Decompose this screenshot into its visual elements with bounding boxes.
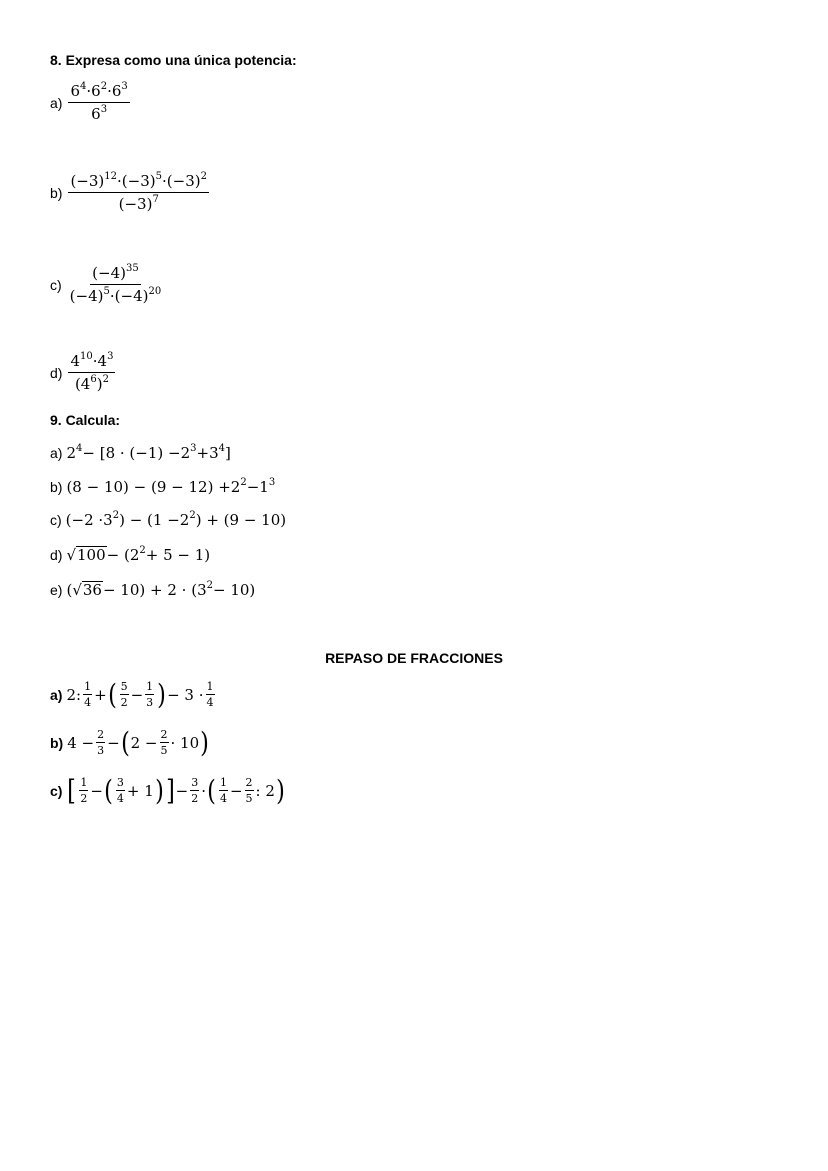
section-title [0, 650, 828, 666]
radical-sign: √ [66, 546, 77, 564]
math-expression [66, 511, 286, 529]
fraction [96, 728, 105, 757]
power [181, 444, 197, 462]
math-text: 4 [219, 792, 227, 805]
numerator [206, 680, 215, 695]
math-text: − [229, 781, 243, 800]
numerator [96, 728, 105, 743]
power-base: 3 [197, 581, 207, 599]
math-text: ) − (1 − [119, 511, 180, 529]
square-root [66, 546, 106, 564]
power-exponent: 20 [148, 286, 162, 297]
fraction [120, 680, 129, 709]
denominator [96, 743, 105, 757]
power [66, 444, 82, 462]
power-base: 4 [80, 375, 91, 393]
power [115, 287, 162, 305]
math-expression [66, 581, 255, 599]
math-text: − 10) [212, 581, 256, 599]
power-base: 2 [230, 478, 241, 496]
power [130, 546, 146, 564]
numerator [160, 728, 169, 743]
denominator [245, 791, 254, 805]
denominator [68, 285, 164, 305]
fraction [219, 776, 228, 805]
fraction [83, 680, 92, 709]
power-exponent: 2 [240, 477, 247, 488]
power-base: (−3) [121, 172, 156, 190]
denominator [206, 695, 215, 709]
math-text: 2 [160, 728, 168, 741]
power [103, 375, 109, 393]
power-base: 4 [97, 352, 108, 370]
fraction [116, 776, 125, 805]
fraction [68, 352, 115, 393]
power-exponent: 2 [112, 510, 120, 521]
denominator [120, 695, 129, 709]
power-exponent: 2 [189, 510, 196, 521]
item-label: a) [50, 445, 63, 461]
power [209, 444, 225, 462]
power-base: 2 [129, 546, 140, 564]
power [70, 352, 92, 370]
item-label: c) [50, 782, 63, 799]
math-text: − [246, 478, 260, 496]
numerator [116, 776, 125, 791]
item-label: a) [50, 686, 63, 703]
power [98, 352, 114, 370]
power [103, 511, 119, 529]
fraction [160, 728, 169, 757]
large-bracket: ( [207, 773, 216, 807]
denominator [160, 743, 169, 757]
power-base: 2 [180, 444, 191, 462]
denominator [89, 103, 109, 123]
math-text: − [90, 781, 103, 800]
fraction [79, 776, 88, 805]
numerator [68, 352, 115, 373]
math-text: · [92, 352, 98, 370]
math-expression [66, 264, 166, 305]
math-text: 2: [66, 685, 82, 704]
math-text: 4 [206, 696, 214, 709]
math-text: 1 [206, 680, 214, 693]
numerator [245, 776, 254, 791]
math-text: 2 [80, 792, 88, 805]
math-text: 2 [120, 696, 128, 709]
math-text: 5 [245, 792, 253, 805]
math-text: + [94, 685, 107, 704]
power-base: 2 [179, 511, 190, 529]
power-base: (−4) [114, 287, 149, 305]
math-text: + 1 [126, 781, 154, 800]
power-exponent: 6 [90, 374, 97, 385]
power-exponent: 4 [76, 443, 83, 454]
power-exponent: 4 [80, 81, 87, 92]
large-bracket: ) [154, 773, 164, 807]
math-text: 3 [116, 776, 124, 789]
math-text: ] [225, 444, 231, 462]
math-text: 2 [97, 728, 105, 741]
power-exponent: 2 [102, 374, 109, 385]
math-expression [66, 677, 216, 711]
large-bracket: ) [200, 725, 209, 759]
power [70, 287, 110, 305]
math-text: (−2 · [65, 511, 104, 529]
math-expression [66, 478, 275, 496]
math-text: · [109, 287, 115, 305]
denominator [117, 193, 161, 213]
denominator [190, 791, 199, 805]
power-base: (−3) [70, 172, 105, 190]
math-text: ( [66, 581, 73, 599]
square-root [72, 581, 103, 599]
fraction [68, 82, 129, 123]
math-text: 2 [245, 776, 253, 789]
math-text: · [86, 82, 92, 100]
math-text: 1 [146, 680, 154, 693]
power-exponent: 3 [107, 351, 114, 362]
power-exponent: 2 [206, 580, 213, 591]
math-expression [66, 444, 230, 462]
power-base: 6 [91, 105, 101, 123]
denominator [145, 695, 154, 709]
math-text: 5 [160, 744, 168, 757]
power-exponent: 3 [121, 81, 128, 92]
item-label: c) [50, 276, 62, 293]
power-base: 3 [103, 511, 113, 529]
large-bracket: ) [157, 677, 166, 711]
denominator [83, 695, 92, 709]
power-exponent: 12 [104, 171, 118, 182]
fraction [68, 172, 209, 213]
fraction [245, 776, 254, 805]
math-text: − 10) + 2 · ( [102, 581, 198, 599]
fraction [206, 680, 215, 709]
math-text: 1 [219, 776, 227, 789]
power-base: 6 [70, 82, 80, 100]
power [167, 172, 207, 190]
math-text: 2 [191, 792, 199, 805]
power-exponent: 3 [268, 477, 276, 488]
math-expression [66, 352, 117, 393]
math-text: − [8 · (−1) − [82, 444, 181, 462]
math-text: ) + (9 − 10) [195, 511, 287, 529]
power [259, 478, 275, 496]
power-base: 6 [91, 82, 101, 100]
fraction [190, 776, 199, 805]
math-text: + 5 − 1) [145, 546, 211, 564]
exercise-9-title: 9. Calcula: [50, 412, 121, 428]
denominator [73, 373, 111, 393]
math-text: − [130, 685, 144, 704]
math-text: · [117, 172, 122, 190]
numerator [68, 82, 129, 103]
power-exponent: 5 [103, 286, 110, 297]
power-base: 3 [209, 444, 219, 462]
exercise-item [50, 546, 210, 564]
power-base: (−3) [118, 195, 153, 213]
power [180, 511, 196, 529]
math-text: 3 [191, 776, 199, 789]
large-bracket: ( [104, 773, 113, 807]
numerator [90, 264, 141, 285]
radicand: 36 [82, 581, 102, 599]
math-expression [66, 773, 285, 807]
math-text: − 3 · [167, 685, 204, 704]
power [91, 82, 107, 100]
power [81, 375, 97, 393]
repaso-title: REPASO DE FRACCIONES [325, 650, 503, 666]
power-exponent: 4 [218, 443, 225, 454]
exercise-item [50, 581, 255, 599]
power [112, 82, 128, 100]
math-text: · [201, 781, 207, 800]
power [70, 172, 117, 190]
item-label: d) [50, 364, 63, 381]
large-bracket: ( [120, 725, 130, 759]
math-text: 5 [120, 680, 128, 693]
math-text: 2 − [130, 733, 158, 752]
power-base: (−4) [69, 287, 104, 305]
math-text: + [196, 444, 210, 462]
numerator [219, 776, 228, 791]
math-text: 1 [84, 680, 92, 693]
exercise-item [50, 264, 165, 305]
radical-sign: √ [72, 581, 82, 599]
power-base: 1 [259, 478, 269, 496]
power [92, 264, 139, 282]
exercise-8-title: 8. Expresa como una única potencia: [50, 52, 297, 68]
numerator [145, 680, 154, 695]
math-text: · 10 [170, 733, 200, 752]
numerator [68, 172, 209, 193]
item-label: b) [50, 734, 64, 751]
exercise-item [50, 677, 217, 711]
item-label: b) [50, 184, 63, 201]
math-text: 4 [84, 696, 92, 709]
item-label: d) [50, 547, 63, 563]
exercise-item [50, 725, 210, 759]
math-text: · [107, 82, 112, 100]
power-exponent: 3 [190, 443, 197, 454]
power-base: 4 [70, 352, 80, 370]
power-exponent: 35 [125, 263, 139, 274]
exercise-item [50, 82, 132, 123]
numerator [83, 680, 92, 695]
numerator [190, 776, 199, 791]
math-text: 4 [116, 792, 124, 805]
power [122, 172, 162, 190]
power-exponent: 2 [139, 545, 146, 556]
power-base: (−3) [166, 172, 201, 190]
radicand: 100 [77, 546, 106, 564]
exercise-item [50, 352, 117, 393]
denominator [79, 791, 88, 805]
math-text: − ( [106, 546, 130, 564]
large-bracket: ] [165, 773, 175, 807]
math-text: 3 [97, 744, 105, 757]
math-expression [67, 725, 210, 759]
power-base: 6 [111, 82, 122, 100]
math-text: 1 [80, 776, 88, 789]
denominator [116, 791, 125, 805]
item-label: b) [50, 479, 63, 495]
large-bracket: ( [107, 677, 117, 711]
math-expression [66, 172, 211, 213]
exercise-item [50, 773, 286, 807]
power [119, 195, 159, 213]
item-label: a) [50, 94, 63, 111]
power-exponent: 7 [152, 194, 159, 205]
fraction [68, 264, 164, 305]
power-base: 2 [66, 444, 76, 462]
math-text: 4 − [67, 733, 95, 752]
math-expression [66, 546, 210, 564]
exercise-item [50, 444, 231, 462]
numerator [120, 680, 129, 695]
power [91, 105, 107, 123]
power-exponent: 2 [200, 171, 207, 182]
math-text: 3 [146, 696, 154, 709]
exercise-item [50, 172, 211, 213]
item-label: c) [50, 512, 62, 528]
math-text: · [162, 172, 167, 190]
power-exponent: 10 [80, 351, 93, 362]
math-text: − [175, 781, 189, 800]
item-label: e) [50, 582, 63, 598]
exercise-item [50, 511, 286, 529]
denominator [219, 791, 228, 805]
large-bracket: [ [67, 773, 77, 807]
numerator [79, 776, 88, 791]
math-text: (8 − 10) − (9 − 12) + [66, 478, 231, 496]
power [231, 478, 247, 496]
math-text: : 2 [255, 781, 275, 800]
math-expression [66, 82, 131, 123]
math-text: − [107, 733, 120, 752]
power-exponent: 5 [155, 171, 162, 182]
large-bracket: ) [276, 773, 285, 807]
power-exponent: 2 [100, 81, 108, 92]
power [70, 82, 86, 100]
fraction [145, 680, 154, 709]
power [197, 581, 213, 599]
power-base: (−4) [92, 264, 126, 282]
math-text: ( [74, 375, 81, 393]
math-text: ) [96, 375, 103, 393]
exercise-item [50, 478, 275, 496]
power-exponent: 3 [100, 104, 108, 115]
